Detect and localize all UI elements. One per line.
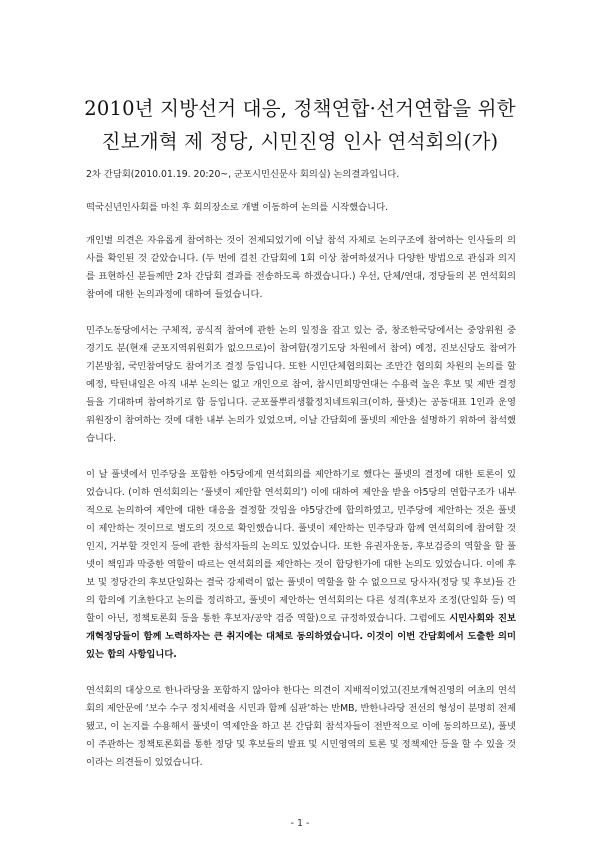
paragraph-intro: 떡국신년인사회를 마친 후 회의장소로 개별 이동하여 논의를 시작했습니다. [86,202,389,213]
page-number: - 1 - [290,818,310,829]
paragraph-conclusion: 연석회의 대상으로 한나라당을 포함하지 않아야 한다는 의견이 지배적이었고(진보개혁진영의 여초의 연석회의 제안문에 ‘보수 수구 정치세력을 시민과 함께 심판’하는 반MB, 반한나라당 전선의 형성이 분명히 전제됐고, 이 논지를 수용해서 풀넷이 역제안을 하고 본 간담회 참석자들이 전반적으로 이에 동의하므로), 풀넷이 주관하는 정책토론회를 통한 정당 및 후보들의 발표 및 시민영역의 토론 및 정책제안 등을 할 수 있을 것이라는 의견들이 있었습니다. [86,685,516,768]
paragraph-meeting-info: 2차 간담회(2010.01.19. 20:20~, 군포시민신문사 회의실) 논의결과입니다. [86,169,400,180]
paragraph-participation: 개인별 의견은 자유롭게 참여하는 것이 전제되었기에 이날 참석 자체로 논의구조에 참여하는 인사들의 의사를 확인된 것 같았습니다. (두 번에 걸친 간담회에 1회 이상 참여하셨거나 다양한 방법으로 관심과 의지를 표현하신 분들께만 2차 간담회 결과를 전송하도록 하겠습니다.) 우선, 단체/연대, 정당들의 본 연석회의 참여에 대한 논의과정에 대하여 들었습니다. [86,235,516,300]
agreement-highlight: 시민사회와 진보개혁정당들이 함께 노력하자는 큰 취지에는 대체로 동의하였습니다. 이것이 이번 간담회에서 도출한 의미 있는 합의 사항입니다. [86,613,516,660]
title-line-1: 2010년 지방선거 대응, 정책연합·선거연합을 위한 [84,97,516,120]
title-line-2: 진보개혁 제 정당, 시민진영 인사 연석회의(가) [101,130,499,153]
paragraph-discussion [86,466,516,664]
document-title [60,92,540,158]
document-body [86,166,516,790]
paragraph-party-status: 민주노동당에서는 구체적, 공식적 참여에 관한 논의 일정을 잡고 있는 중, 창조한국당에서는 중앙위원 중 경기도 분(현재 군포지역위원회가 없으므로)이 참여함(경기도당 차원에서 참여) 예정, 진보신당도 참여가 기본방침, 국민참여당도 참여기조 결정 등입니다. 또한 시민단체협의회는 조만간 협의회 차원의 논의를 할 예정, 탁틴내일은 아직 내부 논의는 없고 개인으로 참여, 참시민희망연대는 수용력 높은 후보 및 제반 결정들을 기대하며 참여하기로 함 등입니다. 군포풀뿌리생활정치네트워크(이하, 풀넷)는 공동대표 1인과 운영위원장이 참여하는 것에 대한 내부 논의가 있었으며, 이날 간담회에 풀넷의 제안을 설명하기 위하여 참석했습니다. [86,325,516,444]
discussion-text: 이 날 풀넷에서 민주당을 포함한 야5당에게 연석회의를 제안하기로 했다는 풀넷의 결정에 대한 토론이 있었습니다. (이하 연석회의는 ‘풀넷이 제안할 연석회의’) 이에 대하여 제안을 받을 야5당의 연합구조가 내부적으로 논의하여 제안에 대한 대응을 결정할 것임을 야5당간에 합의하였고, 민주당에 제안하는 것은 풀넷이 제안하는 것이므로 별도의 것으로 확인했습니다. 풀넷이 제안하는 민주당과 함께 연석회의에 참여할 것인지, 거부할 것인지 등에 관한 참석자들의 논의도 있었습니다. 또한 유권자운동, 후보검증의 역할을 할 풀넷이 책임과 막중한 역할이 따르는 연석회의를 제안하는 것이 합당한가에 대한 논의도 있었습니다. 이에 후보 및 정당간의 후보단일화는 결국 강제력이 없는 풀넷이 역할을 할 수 없으므로 당사자(정당 및 후보)들 간의 합의에 기초한다고 논의를 정리하고, 풀넷이 제안하는 연석회의는 다른 성격(후보자 조정(단일화 등) 역할이 아닌, 정책토론회 등을 통한 후보자/공약 검증 역할)으로 규정하였습니다. 그럼에도 [86,469,516,624]
